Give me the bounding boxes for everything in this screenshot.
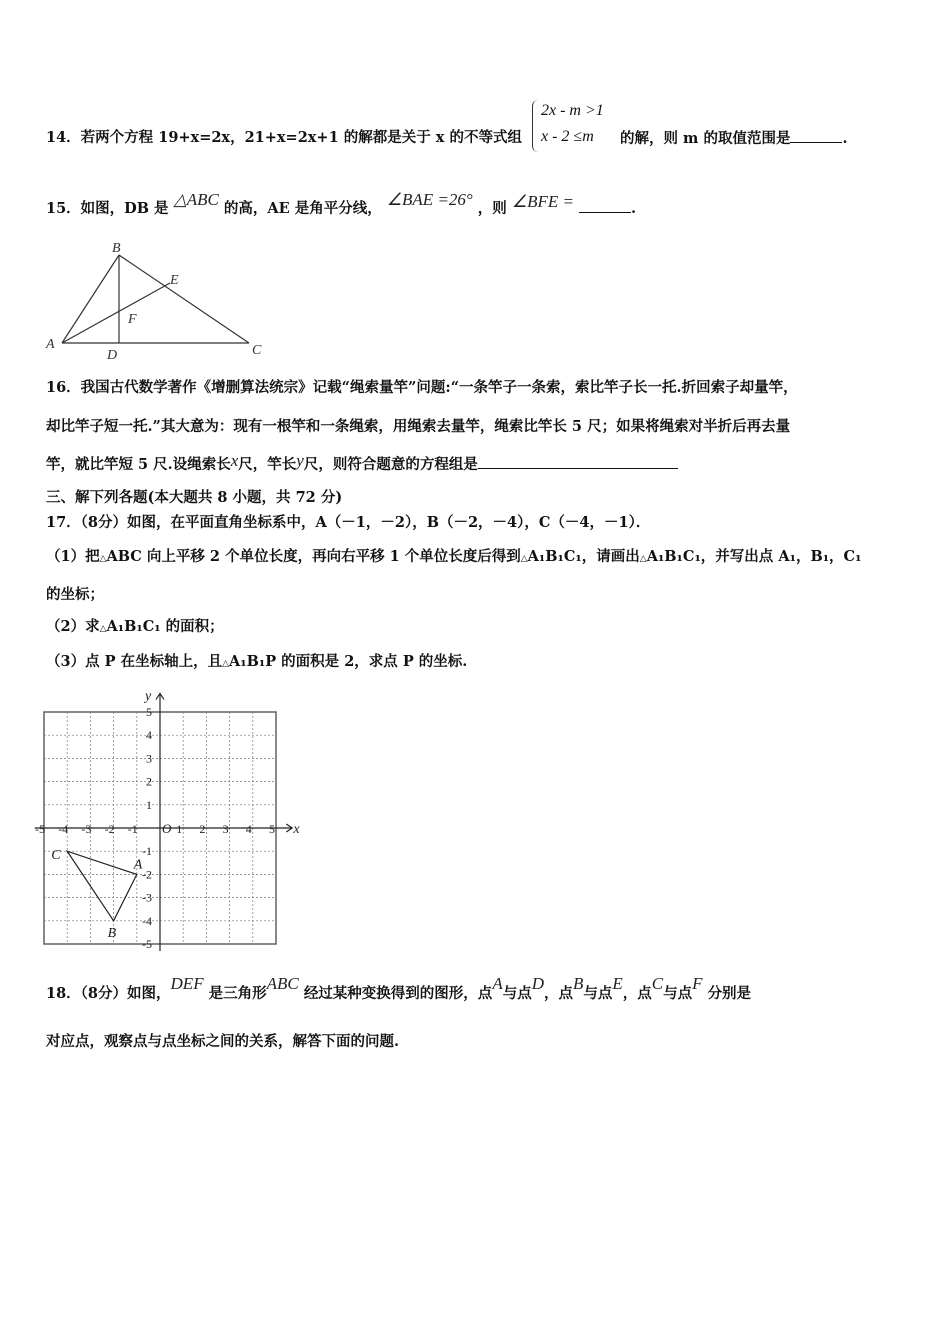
- q16-answer-blank[interactable]: [478, 454, 678, 469]
- q14-sys-line1: 2x - m >1: [541, 102, 604, 119]
- q17-part3: [46, 652, 467, 674]
- q17-intro: 17．（8分）如图，在平面直角坐标系中，A（－1，－2），B（－2，－4），C（－4，－1）．: [46, 514, 651, 531]
- q15-angle-bfe: ∠BFE =: [511, 192, 574, 211]
- q17-p2a: （2）求: [46, 618, 100, 635]
- q17-p1d: A₁B₁C₁，并写出点 A₁，B₁，C₁: [646, 548, 862, 565]
- q15-then: ，则: [477, 200, 507, 217]
- q15-angle-bae: ∠BAE =26°: [386, 190, 473, 209]
- q18-point-a: A: [492, 974, 503, 993]
- q18-mid2: 经过某种变换得到的图形，点: [303, 985, 493, 1002]
- label-f: F: [128, 312, 137, 327]
- q17-p1-tri3: △: [639, 554, 647, 564]
- q16-line3c: 尺，则符合题意的方程组是: [303, 456, 478, 473]
- q15-tri-abc: △ABC: [173, 190, 219, 209]
- point-label-b: B: [107, 925, 117, 941]
- y-tick-label: 2: [146, 774, 152, 789]
- q18-with2: 与点: [583, 985, 613, 1002]
- q14-answer-blank[interactable]: [790, 128, 842, 143]
- q18-def: DEF: [170, 974, 204, 993]
- x-tick-label: -4: [58, 822, 69, 836]
- triangle-abc: [67, 851, 137, 921]
- q14-tail-text: 的解，则 m 的取值范围是: [620, 130, 791, 147]
- q14-text: 14．若两个方程 19+x=2x，21+x=2x+1 的解都是关于 x 的不等式组: [46, 129, 522, 146]
- q17-p2b: A₁B₁C₁ 的面积；: [106, 618, 224, 635]
- point-label-a: A: [133, 857, 143, 873]
- q17-p3b: A₁B₁P 的面积是 2，求点 P 的坐标.: [229, 653, 468, 670]
- label-a: A: [46, 337, 55, 352]
- section3-title: 三、解下列各题(本大题共 8 小题，共 72 分): [46, 489, 343, 506]
- x-tick-label: -3: [81, 822, 92, 836]
- x-axis-label: x: [293, 822, 300, 837]
- y-tick-label: 1: [146, 797, 152, 812]
- label-c: C: [252, 343, 262, 358]
- q17-p1a: （1）把: [46, 548, 100, 565]
- q17-p2-tri: △: [99, 624, 107, 634]
- x-tick-label: 2: [199, 822, 206, 836]
- y-tick-label: -2: [142, 867, 152, 882]
- q18-point-d: D: [531, 974, 544, 993]
- q17-part1: [46, 547, 861, 569]
- q17-p1b: ABC 向上平移 2 个单位长度，再向右平移 1 个单位长度后得到: [106, 548, 521, 565]
- q18-tail: 分别是: [707, 985, 752, 1002]
- q15-answer-blank[interactable]: [579, 198, 631, 213]
- x-tick-label: 5: [269, 822, 275, 836]
- q18-abc: ABC: [266, 974, 299, 993]
- q15-lead: 15．如图，DB 是: [46, 200, 169, 217]
- q18-lead: 18．（8分）如图，: [46, 985, 171, 1002]
- q16-line3: [46, 451, 678, 475]
- y-tick-label: -5: [142, 937, 152, 951]
- q16-line1: 16．我国古代数学著作《增删算法统宗》记载“绳索量竿”问题:“一条竿子一条索，索比竿子长一托.折回索子却量竿，: [46, 379, 798, 396]
- q18-line2: 对应点，观察点与点坐标之间的关系，解答下面的问题.: [46, 1033, 400, 1050]
- y-axis-label: y: [145, 688, 152, 704]
- point-label-c: C: [51, 848, 61, 864]
- x-tick-label: -5: [35, 822, 45, 836]
- q17-p3-tri: △: [222, 659, 230, 669]
- x-tick-label: 1: [176, 822, 183, 836]
- x-tick-label: 3: [222, 822, 229, 836]
- q15-mid: 的高，AE 是角平分线，: [223, 200, 382, 217]
- q16-var-y: y: [296, 451, 304, 470]
- q16-line3b: 尺，竿长: [238, 456, 297, 473]
- q17-part1-tail: 的坐标；: [46, 586, 104, 603]
- q18-with3: 与点: [663, 985, 693, 1002]
- q14-sys-line2: x - 2 ≤m: [541, 128, 594, 145]
- q15-triangle-figure: [40, 238, 280, 366]
- q16-var-x: x: [230, 451, 239, 470]
- q18-point-f: F: [692, 974, 703, 993]
- label-d: D: [107, 348, 118, 363]
- x-tick-label: -1: [127, 822, 138, 836]
- q14-tail: 的解，则 m 的取值范围是 .: [620, 130, 848, 147]
- y-tick-label: 3: [146, 751, 152, 766]
- q17-coordinate-grid: [35, 678, 310, 951]
- q18-mid: 是三角形: [208, 985, 267, 1002]
- q18-line1: [46, 974, 752, 1004]
- segment-ab: [62, 255, 119, 343]
- q17-p3a: （3）点 P 在坐标轴上，且: [46, 653, 223, 670]
- q18-point-b: B: [572, 974, 584, 993]
- origin-label: O: [162, 821, 172, 836]
- q18-with1: 与点: [502, 985, 532, 1002]
- y-tick-label: 4: [146, 728, 152, 743]
- y-tick-label: -4: [142, 913, 152, 928]
- label-e: E: [170, 273, 179, 288]
- q18-c2: ，点: [622, 985, 652, 1002]
- q17-p1-tri2: △: [520, 554, 528, 564]
- q17-p1c: A₁B₁C₁，请画出: [527, 548, 640, 565]
- y-tick-label: -1: [142, 844, 152, 859]
- q16-line3a: 竿，就比竿短 5 尺.设绳索长: [46, 456, 231, 473]
- q14-inequality-system: [532, 100, 623, 152]
- q16-line2: 却比竿子短一托.”其大意为：现有一根竿和一条绳索，用绳索去量竿，绳索比竿长 5 尺；如果将绳索对半折后再去量: [46, 418, 791, 435]
- segment-ae: [62, 283, 170, 343]
- segment-bc: [119, 255, 249, 343]
- x-tick-label: 4: [245, 822, 252, 836]
- q15-text: 15．如图，DB 是 △ABC 的高，AE 是角平分线， ∠BAE =26° ，则 ∠BFE = .: [46, 190, 637, 217]
- q17-p1-tri: △: [99, 554, 107, 564]
- y-tick-label: -3: [142, 890, 152, 905]
- label-b: B: [112, 241, 121, 256]
- q17-part2: [46, 617, 224, 639]
- q18-point-e: E: [612, 974, 623, 993]
- q18-c1: ，点: [543, 985, 573, 1002]
- q18-point-c: C: [651, 974, 664, 993]
- x-tick-label: -2: [104, 822, 115, 836]
- y-tick-label: 5: [146, 705, 152, 719]
